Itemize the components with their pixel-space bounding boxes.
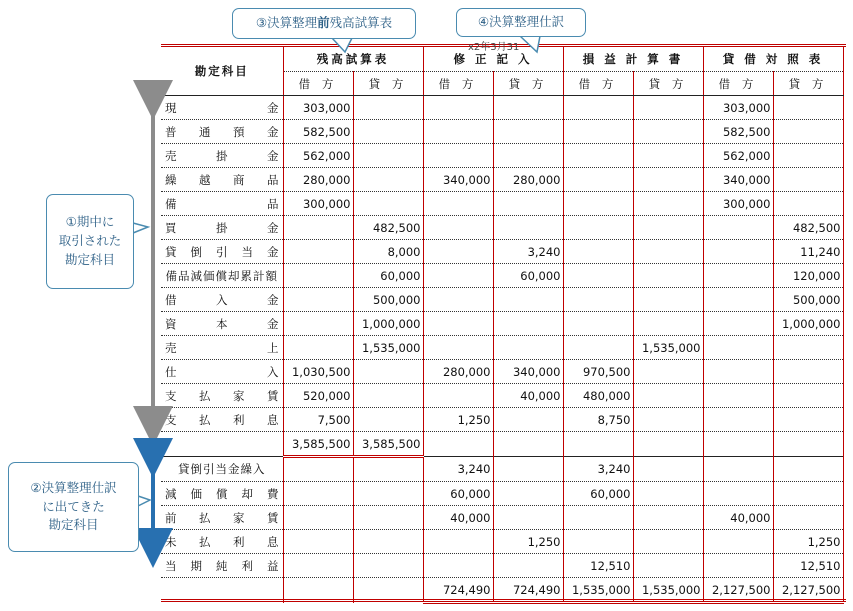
amount-cell: 300,000 <box>703 192 773 216</box>
amount-cell: 1,535,000 <box>563 578 633 603</box>
account-label: 未 払 利 息 <box>165 534 279 549</box>
callout-pre-adjustment-trial-balance: ③決算整理前残高試算表 <box>232 8 416 39</box>
callout1-tail <box>133 223 148 233</box>
amount-cell: 8,750 <box>563 408 633 432</box>
group-income-statement: 損 益 計 算 書 <box>563 47 703 72</box>
debit-header: 借 方 <box>703 72 773 96</box>
callout4-tail <box>520 36 540 52</box>
amount-cell: 562,000 <box>703 144 773 168</box>
account-label: 借 入 金 <box>165 292 279 307</box>
amount-cell: 2,127,500 <box>773 578 843 603</box>
amount-cell: 60,000 <box>493 264 563 288</box>
amount-cell: 280,000 <box>283 168 353 192</box>
amount-cell: 3,240 <box>563 457 633 482</box>
amount-cell: 303,000 <box>283 96 353 120</box>
amount-cell: 280,000 <box>423 360 493 384</box>
amount-cell: 500,000 <box>353 288 423 312</box>
debit-header: 借 方 <box>563 72 633 96</box>
account-label: 仕 入 <box>165 364 279 379</box>
amount-cell: 1,250 <box>773 530 843 554</box>
account-label: 普 通 預 金 <box>165 124 279 139</box>
account-label: 繰 越 商 品 <box>165 172 279 187</box>
account-label: 減 価 償 却 費 <box>165 486 279 501</box>
credit-header: 貸 方 <box>773 72 843 96</box>
amount-cell: 1,000,000 <box>353 312 423 336</box>
amount-cell: 582,500 <box>703 120 773 144</box>
credit-header: 貸 方 <box>353 72 423 96</box>
amount-cell: 7,500 <box>283 408 353 432</box>
group-adjustments: 修 正 記 入 <box>423 47 563 72</box>
amount-cell: 11,240 <box>773 240 843 264</box>
account-label: 売 上 <box>165 340 279 355</box>
amount-cell: 1,030,500 <box>283 360 353 384</box>
amount-cell: 60,000 <box>423 482 493 506</box>
amount-cell: 482,500 <box>353 216 423 240</box>
amount-cell: 724,490 <box>423 578 493 603</box>
credit-header: 貸 方 <box>633 72 703 96</box>
callout2-tail <box>138 496 150 506</box>
amount-cell: 303,000 <box>703 96 773 120</box>
callout-adjusting-entries: ④決算整理仕訳 <box>456 8 586 37</box>
amount-cell: 482,500 <box>773 216 843 240</box>
amount-cell: 8,000 <box>353 240 423 264</box>
amount-cell: 340,000 <box>423 168 493 192</box>
account-header: 勘定科目 <box>161 47 283 96</box>
amount-cell: 300,000 <box>283 192 353 216</box>
amount-cell: 1,535,000 <box>353 336 423 360</box>
account-label: 資 本 金 <box>165 316 279 331</box>
account-label: 貸倒引当金繰入 <box>178 462 266 476</box>
amount-cell: 12,510 <box>773 554 843 578</box>
amount-cell: 520,000 <box>283 384 353 408</box>
amount-cell: 480,000 <box>563 384 633 408</box>
amount-cell: 340,000 <box>703 168 773 192</box>
account-label: 買 掛 金 <box>165 220 279 235</box>
amount-cell: 12,510 <box>563 554 633 578</box>
amount-cell: 40,000 <box>493 384 563 408</box>
amount-cell: 1,000,000 <box>773 312 843 336</box>
account-label: 貸 倒 引 当 金 <box>165 244 279 259</box>
account-label: 前 払 家 賃 <box>165 510 279 525</box>
account-label: 備 品 <box>165 196 279 211</box>
callout3-tail <box>332 38 352 52</box>
amount-cell: 1,250 <box>423 408 493 432</box>
amount-cell: 582,500 <box>283 120 353 144</box>
amount-cell: 562,000 <box>283 144 353 168</box>
amount-cell: 3,240 <box>423 457 493 482</box>
group-trial-balance: 残高試算表 <box>283 47 423 72</box>
credit-header: 貸 方 <box>493 72 563 96</box>
amount-cell: 3,585,500 <box>283 432 353 457</box>
amount-cell: 40,000 <box>423 506 493 530</box>
amount-cell: 970,500 <box>563 360 633 384</box>
amount-cell: 340,000 <box>493 360 563 384</box>
amount-cell: 3,585,500 <box>353 432 423 457</box>
amount-cell: 2,127,500 <box>703 578 773 603</box>
account-label: 支 払 家 賃 <box>165 388 279 403</box>
amount-cell: 280,000 <box>493 168 563 192</box>
date-fragment: x2年3月31 <box>468 42 520 53</box>
callout-period-accounts: ①期中に 取引された 勘定科目 <box>46 194 134 289</box>
amount-cell: 1,535,000 <box>633 336 703 360</box>
group-balance-sheet: 貸 借 対 照 表 <box>703 47 843 72</box>
amount-cell: 60,000 <box>563 482 633 506</box>
debit-header: 借 方 <box>423 72 493 96</box>
account-label: 支 払 利 息 <box>165 412 279 427</box>
account-label: 売 掛 金 <box>165 148 279 163</box>
amount-cell: 40,000 <box>703 506 773 530</box>
callout-adjustment-accounts: ②決算整理仕訳 に出てきた 勘定科目 <box>8 462 139 552</box>
amount-cell: 500,000 <box>773 288 843 312</box>
amount-cell: 3,240 <box>493 240 563 264</box>
account-label: 備品減価償却累計額 <box>165 268 278 283</box>
account-label: 現 金 <box>165 100 279 115</box>
debit-header: 借 方 <box>283 72 353 96</box>
amount-cell: 724,490 <box>493 578 563 603</box>
amount-cell: 120,000 <box>773 264 843 288</box>
account-label: 当 期 純 利 益 <box>165 558 279 573</box>
amount-cell: 1,535,000 <box>633 578 703 603</box>
amount-cell: 1,250 <box>493 530 563 554</box>
amount-cell: 60,000 <box>353 264 423 288</box>
